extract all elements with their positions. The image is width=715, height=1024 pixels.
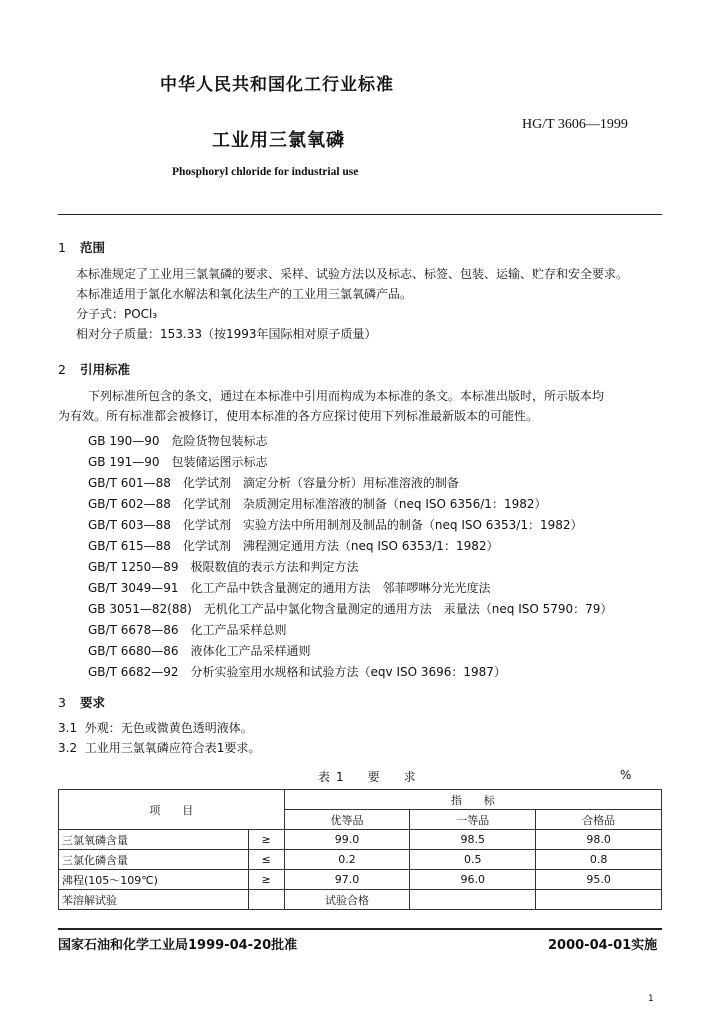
standard-code: HG/T 3606—1999 — [522, 117, 628, 132]
section-number: 3 — [58, 695, 66, 710]
section-2-heading — [58, 360, 130, 378]
section-title: 范围 — [80, 240, 106, 255]
table-unit: % — [620, 768, 632, 782]
requirements-table — [58, 789, 662, 910]
row-condition: ≤ — [248, 850, 284, 870]
reference-item: GB/T 6678—86 化工产品采样总则 — [88, 623, 287, 637]
cell-value: 96.0 — [410, 870, 536, 890]
section-1-body — [76, 264, 628, 344]
row-name: 苯溶解试验 — [59, 890, 249, 910]
section-title: 引用标准 — [80, 362, 131, 377]
cell-value: 95.0 — [536, 870, 662, 890]
reference-item: GB/T 3049—91 化工产品中铁含量测定的通用方法 邻菲啰啉分光光度法 — [88, 581, 491, 595]
table-row — [59, 830, 662, 850]
section-2-intro-line2: 为有效。所有标准都会被修订，使用本标准的各方应探讨使用下列标准最新版本的可能性。 — [58, 409, 539, 423]
footer-divider — [58, 928, 662, 930]
cell-value: 98.0 — [536, 830, 662, 850]
document-title: 工业用三氯氧磷 — [212, 130, 345, 151]
section-number: 1 — [58, 240, 66, 255]
reference-item: GB/T 602—88 化学试剂 杂质测定用标准溶液的制备（neq ISO 6356/1：1982） — [88, 497, 547, 511]
cell-value — [410, 890, 536, 910]
cell-value: 97.0 — [284, 870, 410, 890]
section-2-intro-line1: 下列标准所包含的条文，通过在本标准中引用而构成为本标准的条文。本标准出版时，所示版本均 — [88, 389, 605, 403]
row-condition — [248, 890, 284, 910]
reference-item: GB/T 615—88 化学试剂 沸程测定通用方法（neq ISO 6353/1：1982） — [88, 539, 499, 553]
clause-number: 3.2 — [58, 741, 78, 755]
header-divider — [58, 214, 662, 215]
paragraph-line: 相对分子质量：153.33（按1993年国际相对原子质量） — [76, 327, 377, 341]
reference-item: GB/T 601—88 化学试剂 滴定分析（容量分析）用标准溶液的制备 — [88, 476, 459, 490]
section-1-heading — [58, 238, 105, 256]
clause-text: 外观：无色或微黄色透明液体。 — [84, 721, 253, 735]
section-3-heading — [58, 693, 105, 711]
clause-3-1 — [58, 718, 253, 738]
paragraph-line: 本标准适用于氯化水解法和氧化法生产的工业用三氯氧磷产品。 — [76, 287, 413, 301]
table-row — [59, 850, 662, 870]
table-row — [59, 890, 662, 910]
cell-value: 98.5 — [410, 830, 536, 850]
row-name: 三氯氧磷含量 — [59, 830, 249, 850]
cell-value: 99.0 — [284, 830, 410, 850]
clause-text: 工业用三氯氧磷应符合表1要求。 — [84, 741, 261, 755]
paragraph-line: 分子式：POCl₃ — [76, 307, 158, 321]
reference-item: GB/T 6682—92 分析实验室用水规格和试验方法（eqv ISO 3696：1987） — [88, 665, 506, 679]
cell-value: 0.5 — [410, 850, 536, 870]
header-index: 指 标 — [284, 790, 661, 810]
table-caption: 表1 要 求 — [318, 770, 422, 784]
cell-value — [536, 890, 662, 910]
reference-item: GB/T 603—88 化学试剂 实验方法中所用制剂及制品的制备（neq ISO 6353/1：1982） — [88, 518, 583, 532]
reference-item: GB/T 1250—89 极限数值的表示方法和判定方法 — [88, 560, 359, 574]
document-title-english: Phosphoryl chloride for industrial use — [172, 166, 359, 178]
reference-item: GB 190—90 危险货物包装标志 — [88, 434, 268, 448]
reference-item: GB 191—90 包装储运图示标志 — [88, 455, 268, 469]
table-header-row — [59, 790, 662, 810]
reference-item: GB 3051—82(88) 无机化工产品中氯化物含量测定的通用方法 汞量法（neq ISO 5790：79） — [88, 602, 613, 616]
cell-value: 试验合格 — [284, 890, 410, 910]
approval-statement: 国家石油和化学工业局1999-04-20批准 — [58, 938, 298, 953]
effective-date: 2000-04-01实施 — [548, 938, 658, 953]
cell-value: 0.8 — [536, 850, 662, 870]
paragraph-line: 本标准规定了工业用三氯氧磷的要求、采样、试验方法以及标志、标签、包装、运输、贮存和安全要求。 — [76, 267, 629, 281]
standard-org-header: 中华人民共和国化工行业标准 — [160, 75, 394, 95]
reference-item: GB/T 6680—86 液体化工产品采样通则 — [88, 644, 311, 658]
header-item: 项 目 — [59, 790, 285, 830]
page-number: 1 — [648, 994, 654, 1004]
row-condition: ≥ — [248, 830, 284, 850]
clause-3-2 — [58, 738, 260, 758]
header-grade: 优等品 — [284, 810, 410, 830]
row-name: 沸程(105～109℃) — [59, 870, 249, 890]
row-condition: ≥ — [248, 870, 284, 890]
clause-number: 3.1 — [58, 721, 78, 735]
header-grade: 合格品 — [536, 810, 662, 830]
cell-value: 0.2 — [284, 850, 410, 870]
section-title: 要求 — [80, 695, 106, 710]
header-grade: 一等品 — [410, 810, 536, 830]
section-number: 2 — [58, 362, 66, 377]
row-name: 三氯化磷含量 — [59, 850, 249, 870]
table-row — [59, 870, 662, 890]
